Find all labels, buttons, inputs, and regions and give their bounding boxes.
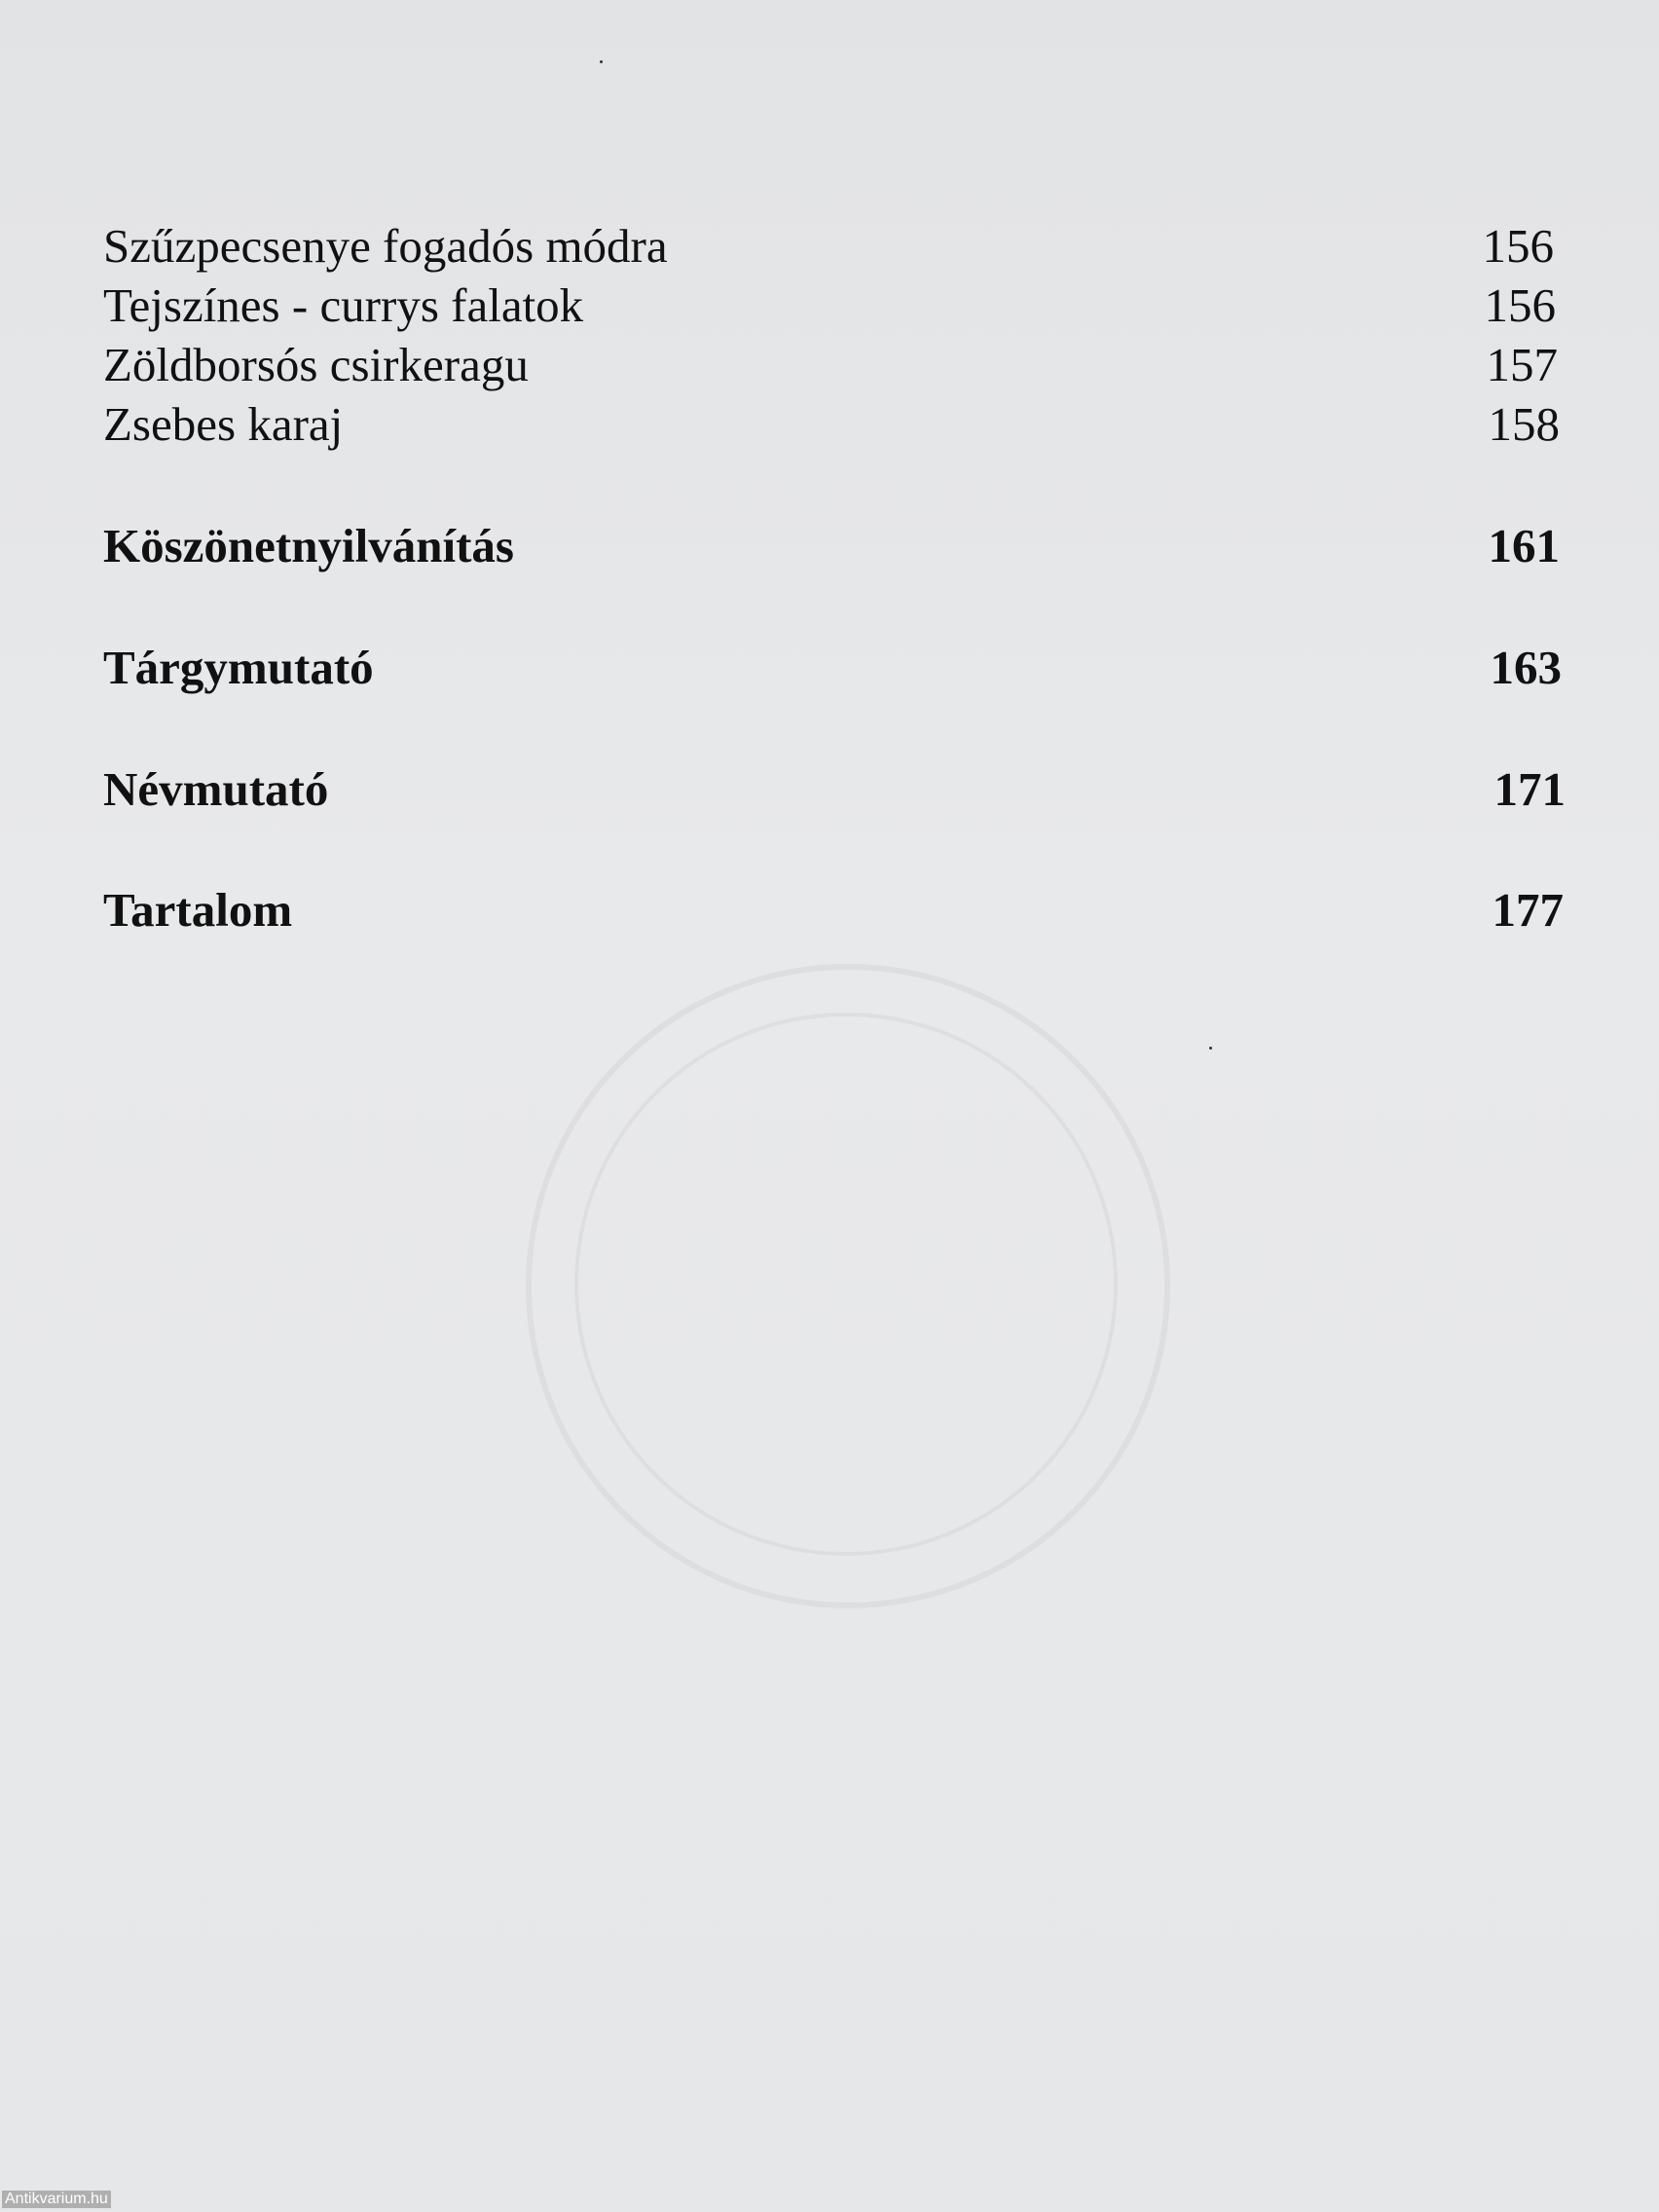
- toc-section-title: Tartalom: [103, 883, 293, 937]
- toc-entry-title: Szűzpecsenye fogadós módra: [103, 219, 668, 273]
- toc-entry-page: 158: [1488, 397, 1560, 451]
- toc-entry-page: 156: [1482, 219, 1554, 273]
- toc-section-page: 171: [1493, 762, 1566, 816]
- toc-section: [103, 762, 1566, 833]
- toc-entry-title: Zöldborsós csirkeragu: [103, 338, 529, 391]
- toc-section-page: 161: [1488, 519, 1560, 572]
- toc-entry-title: Tejszínes - currys falatok: [103, 278, 584, 332]
- toc-section-page: 177: [1492, 883, 1564, 937]
- speck: [1209, 1047, 1212, 1050]
- toc-section-page: 163: [1490, 641, 1562, 694]
- toc-section-title: Tárgymutató: [103, 641, 374, 694]
- toc-section-title: Köszönetnyilvánítás: [103, 519, 514, 572]
- toc-section-title: Névmutató: [103, 762, 329, 816]
- site-watermark: Antikvarium.hu: [2, 2191, 111, 2208]
- toc-section: [103, 883, 1564, 954]
- toc-section: [103, 519, 1564, 590]
- bleed-through-stamp-inner: [574, 1013, 1118, 1556]
- speck: [600, 60, 603, 63]
- toc-section: [103, 641, 1564, 712]
- toc-entry-page: 156: [1484, 278, 1556, 332]
- toc-entry-title: Zsebes karaj: [103, 397, 344, 451]
- toc-entry-page: 157: [1486, 338, 1558, 391]
- toc-entry: [103, 397, 1564, 468]
